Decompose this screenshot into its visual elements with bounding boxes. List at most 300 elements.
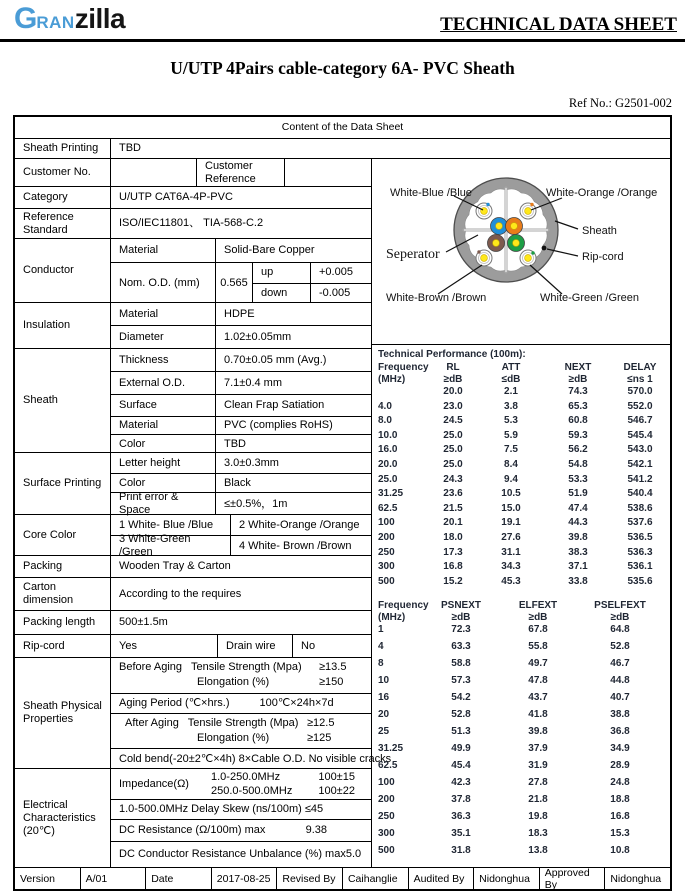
table-cell: 4 (378, 641, 384, 653)
table-cell: 27.8 (528, 777, 548, 789)
table-cell: 31.1 (501, 546, 521, 558)
table-cell: 10 (378, 675, 390, 687)
table-cell: 15.0 (501, 502, 521, 514)
table-cell: 16.8 (610, 811, 630, 823)
table-cell: 8.0 (378, 415, 392, 427)
table-cell: 200 (378, 794, 395, 806)
table-cell: Caihanglie (343, 868, 409, 889)
table-row (15, 868, 670, 889)
table-cell: 13.8 (528, 845, 548, 857)
row-tolerance-down (253, 284, 371, 304)
core-color-label: Core Color (15, 515, 111, 555)
row-customer (15, 159, 371, 187)
table-cell: 49.9 (451, 743, 471, 755)
table-cell: 543.0 (627, 444, 653, 456)
table-cell: 100 (378, 777, 395, 789)
table-cell: ATT (501, 362, 521, 373)
table-cell: 19.8 (528, 811, 548, 823)
rip-cord-dot (542, 246, 547, 251)
row-insulation-material (111, 303, 371, 326)
table-cell: 31.25 (378, 743, 404, 755)
printing-color-label: Color (111, 474, 216, 492)
table-row (378, 503, 670, 518)
table-cell: 74.3 (568, 386, 588, 397)
table-cell: 8.4 (504, 458, 518, 470)
row-delay-skew (111, 800, 371, 820)
table-cell: 16.8 (443, 561, 463, 573)
datasheet-table (13, 115, 672, 891)
table-cell: 53.3 (568, 473, 588, 485)
before-elongation-label: Elongation (%) (197, 676, 270, 688)
label-white-green: White-Green /Green (540, 292, 640, 304)
table-cell: Frequency (378, 362, 429, 373)
before-elongation-value: ≥150 (319, 676, 344, 688)
table-cell: 36.3 (451, 811, 471, 823)
table-cell: 300 (378, 828, 395, 840)
before-aging-value: ≥13.5 (319, 661, 347, 673)
carton-value: According to the requires (119, 587, 242, 600)
table-cell: 72.3 (451, 624, 471, 636)
conductor-material-value: Solid-Bare Copper (224, 244, 315, 256)
conductor-od-label: Nom. O.D. (mm) (111, 263, 216, 303)
row-sheath-thickness (111, 349, 371, 372)
technical-performance (372, 345, 670, 867)
table-cell: 20.1 (443, 517, 463, 529)
dc-resistance-value: 9.38 (305, 824, 327, 836)
table-row (378, 430, 670, 445)
table-cell: 536.1 (627, 561, 653, 573)
after-aging-label: After Aging Tensile Strength (Mpa) (125, 717, 299, 729)
table-cell: 570.0 (627, 386, 653, 397)
row-packing (15, 556, 371, 578)
table-cell: 38.8 (610, 709, 630, 721)
customer-reference-label: Customer Reference (197, 159, 285, 186)
logo-ran: RAN (36, 13, 75, 32)
table-row (378, 692, 670, 709)
table-cell: 20.0 (443, 386, 463, 397)
table-row (378, 561, 670, 576)
table-cell: ELFEXT (518, 600, 558, 612)
table-row (378, 624, 670, 641)
table-row (378, 726, 670, 743)
row-letter-height (111, 453, 371, 474)
table-cell: ≥dB (528, 612, 548, 624)
insulation-diameter-label: Diameter (111, 326, 216, 349)
wire-white-green (520, 250, 536, 266)
table-cell: Nidonghua (610, 872, 662, 885)
table-cell: 54.8 (568, 458, 588, 470)
table-cell: 25.0 (443, 444, 463, 456)
wire-white-blue (476, 203, 492, 219)
performance-table-2-rows (378, 624, 670, 862)
letter-height-label: Letter height (111, 453, 216, 473)
table-row (378, 612, 670, 624)
carton-label: Carton dimension (15, 578, 111, 610)
row-sheath-od (111, 372, 371, 395)
table-cell: 34.3 (501, 561, 521, 573)
table-cell: NEXT (564, 362, 592, 373)
performance-table-1-rows (378, 386, 670, 590)
table-cell: 51.3 (451, 726, 471, 738)
table-cell: 43.7 (528, 692, 548, 704)
logo-g: G (14, 2, 37, 35)
dc-unbalance-label: DC Conductor Resistance Unbalance (%) max (119, 848, 346, 860)
group-insulation (15, 303, 371, 349)
performance-table-1-header (378, 362, 670, 386)
table-cell: 535.6 (627, 575, 653, 587)
insulation-diameter-value: 1.02±0.05mm (224, 331, 292, 343)
table-cell: 250 (378, 546, 395, 558)
table-cell: 37.9 (528, 743, 548, 755)
table-cell: 24.8 (610, 777, 630, 789)
table-row (378, 777, 670, 794)
insulation-label: Insulation (15, 303, 111, 348)
print-error-value: ≤±0.5%，1m (224, 497, 288, 510)
group-sheath (15, 349, 371, 453)
table-cell: 18.3 (528, 828, 548, 840)
table-cell: ≤ns 1 (627, 374, 653, 385)
print-error-label: Print error & Space (111, 493, 216, 515)
row-insulation-diameter (111, 326, 371, 349)
reference-standard-label: Reference Standard (15, 209, 111, 238)
table-cell: 23.6 (443, 488, 463, 500)
table-cell: Date (146, 868, 212, 889)
table-cell: 20.0 (378, 458, 398, 470)
table-cell: 64.8 (610, 624, 630, 636)
group-core-color (15, 515, 371, 556)
document-type-title: TECHNICAL DATA SHEET (440, 14, 677, 35)
table-cell: ≥dB (443, 374, 463, 385)
table-cell: 3.8 (504, 400, 518, 412)
impedance-range-1: 1.0-250.0MHz (211, 771, 281, 783)
cold-bend-value: Cold bend(-20±2℃×4h) 8×Cable O.D. No visible cracks (119, 752, 392, 765)
table-cell: 100 (378, 517, 395, 529)
table-cell: 38.3 (568, 546, 588, 558)
table-cell: PSELFEXT (594, 600, 646, 612)
sheath-printing-label: Sheath Printing (15, 139, 111, 158)
row-conductor-od (111, 263, 371, 303)
row-carton (15, 578, 371, 611)
table-cell: 41.8 (528, 709, 548, 721)
table-cell: 31.9 (528, 760, 548, 772)
table-cell: 63.3 (451, 641, 471, 653)
table-cell: 47.8 (528, 675, 548, 687)
table-body (15, 159, 670, 867)
table-cell: 537.6 (627, 517, 653, 529)
ref-number: Ref No.: G2501-002 (568, 96, 672, 110)
physical-label: Sheath Physical Properties (15, 658, 111, 768)
table-cell: 540.4 (627, 488, 653, 500)
table-cell: 46.7 (610, 658, 630, 670)
table-cell: DELAY (623, 362, 657, 373)
row-dc-unbalance (111, 842, 371, 867)
cable-cross-section (372, 159, 670, 345)
page-header (0, 0, 685, 42)
table-cell: 15.2 (443, 575, 463, 587)
table-cell: 20 (378, 709, 390, 721)
table-cell: Audited By (409, 868, 475, 889)
table-cell: 65.3 (568, 400, 588, 412)
page-title: U/UTP 4Pairs cable-category 6A- PVC Sheath (170, 58, 515, 78)
table-cell: 47.4 (568, 502, 588, 514)
row-sheath-color (111, 435, 371, 453)
table-cell: 500 (378, 575, 395, 587)
table-cell: ≥dB (568, 374, 588, 385)
table-cell: 58.8 (451, 658, 471, 670)
table-cell: 16 (378, 692, 390, 704)
table-row (378, 743, 670, 760)
table-cell: 45.4 (451, 760, 471, 772)
table-row (378, 709, 670, 726)
tolerance-down-value: -0.005 (319, 286, 351, 299)
row-impedance (111, 769, 371, 800)
table-cell: 4.0 (378, 400, 392, 412)
aging-period-value: 100℃×24h×7d (259, 697, 334, 709)
customer-reference-value (285, 159, 371, 186)
table-cell: 2.1 (504, 386, 518, 397)
table-cell: 21.8 (528, 794, 548, 806)
performance-table-2-header (378, 600, 670, 624)
table-row (378, 641, 670, 658)
label-rip-cord: Rip-cord (582, 251, 624, 263)
table-cell: 25 (378, 726, 390, 738)
row-print-error (111, 493, 371, 515)
company-logo (0, 4, 125, 39)
performance-table-1 (378, 362, 670, 590)
table-row (378, 845, 670, 862)
label-white-orange: White-Orange /Orange (546, 187, 658, 199)
table-cell: 552.0 (627, 400, 653, 412)
table-cell: 62.5 (378, 760, 398, 772)
letter-height-value: 3.0±0.3mm (224, 456, 279, 469)
table-cell: 542.1 (627, 458, 653, 470)
sheath-od-label: External O.D. (111, 372, 216, 394)
table-row (378, 415, 670, 430)
wire-green (508, 235, 525, 252)
impedance-value-1: 100±15 (318, 771, 355, 783)
table-row (378, 675, 670, 692)
table-cell: 536.3 (627, 546, 653, 558)
table-cell: 18.0 (443, 531, 463, 543)
row-aging-period (111, 694, 371, 714)
table-row (378, 386, 670, 401)
core-color-2: 2 White-Orange /Orange (239, 518, 360, 531)
table-row (378, 547, 670, 562)
tolerance-up-label: up (253, 263, 311, 283)
table-cell: 25.0 (443, 458, 463, 470)
drain-wire-label: Drain wire (218, 635, 293, 657)
table-cell: 538.6 (627, 502, 653, 514)
conductor-od-value: 0.565 (216, 263, 253, 303)
table-cell: Approved By (540, 868, 606, 889)
table-cell: 51.9 (568, 488, 588, 500)
table-row (378, 401, 670, 416)
table-cell: PSNEXT (440, 600, 481, 612)
row-conductor-material (111, 239, 371, 263)
table-cell: 44.8 (610, 675, 630, 687)
drain-wire-value: No (301, 639, 316, 652)
row-sheath-material (111, 417, 371, 435)
impedance-label: Impedance(Ω) (119, 778, 189, 790)
row-reference-standard (15, 209, 371, 239)
sheath-color-label: Color (111, 435, 216, 453)
core-color-4: 4 White- Brown /Brown (239, 539, 352, 552)
rip-cord-label: Rip-cord (15, 635, 111, 657)
table-row (378, 362, 670, 374)
table-row (378, 532, 670, 547)
table-cell: 17.3 (443, 546, 463, 558)
row-dc-resistance (111, 820, 371, 842)
table-cell: RL (446, 362, 460, 373)
core-color-1: 1 White- Blue /Blue (111, 515, 231, 535)
table-row (378, 576, 670, 591)
insulation-material-value: HDPE (224, 307, 255, 320)
category-label: Category (15, 187, 111, 208)
table-cell: 37.1 (568, 561, 588, 573)
table-cell: 24.3 (443, 473, 463, 485)
table-cell: 45.3 (501, 575, 521, 587)
table-cell: 545.4 (627, 429, 653, 441)
table-cell: ≤dB (501, 374, 521, 385)
sheath-material-value: PVC (complies RoHS) (224, 419, 333, 431)
surface-printing-label: Surface Printing (15, 453, 111, 514)
table-cell: 19.1 (501, 517, 521, 529)
table-cell: ≥dB (610, 612, 630, 624)
row-category (15, 187, 371, 209)
performance-table-2 (378, 600, 670, 862)
table-cell: 5.3 (504, 415, 518, 427)
tolerance-up-value: +0.005 (319, 266, 353, 279)
table-cell: 44.3 (568, 517, 588, 529)
table-cell: A/01 (81, 868, 147, 889)
group-electrical (15, 769, 371, 867)
logo-zilla: zilla (74, 3, 126, 34)
aging-period-label: Aging Period (℃×hrs.) (119, 697, 230, 709)
table-cell: 7.5 (504, 444, 518, 456)
row-after-aging (111, 714, 371, 749)
packing-length-label: Packing length (15, 611, 111, 634)
table-cell: 18.8 (610, 794, 630, 806)
table-cell: Revised By (277, 868, 343, 889)
table-cell: 60.8 (568, 415, 588, 427)
table-cell: 35.1 (451, 828, 471, 840)
table-cell: 1 (378, 624, 384, 636)
table-row (378, 760, 670, 777)
reference-standard-value: ISO/IEC11801、 TIA-568-C.2 (119, 217, 264, 229)
table-cell: 2017-08-25 (212, 868, 278, 889)
table-cell: 21.5 (443, 502, 463, 514)
table-cell: 8 (378, 658, 384, 670)
table-cell: 24.5 (443, 415, 463, 427)
table-cell: 52.8 (451, 709, 471, 721)
table-cell: 57.3 (451, 675, 471, 687)
table-cell: 31.25 (378, 488, 404, 500)
sheath-surface-value: Clean Frap Satiation (224, 399, 325, 411)
table-cell: 200 (378, 531, 395, 543)
after-aging-value: ≥12.5 (307, 717, 335, 729)
after-elongation-value: ≥125 (307, 732, 332, 744)
packing-label: Packing (15, 556, 111, 577)
approval-footer (15, 867, 670, 889)
core-color-3: 3 White-Green /Green (111, 536, 231, 556)
printing-color-value: Black (224, 476, 251, 489)
table-cell: 59.3 (568, 429, 588, 441)
table-row (378, 459, 670, 474)
wire-blue (491, 218, 508, 235)
table-cell: 56.2 (568, 444, 588, 456)
table-row (378, 444, 670, 459)
table-row (378, 600, 670, 612)
customer-no-label: Customer No. (15, 159, 111, 186)
label-white-brown: White-Brown /Brown (386, 292, 487, 304)
table-cell: 37.8 (451, 794, 471, 806)
group-surface-printing (15, 453, 371, 515)
sheath-label: Sheath (15, 349, 111, 452)
sheath-printing-value: TBD (119, 142, 141, 154)
performance-title: Technical Performance (100m): (378, 349, 526, 360)
wire-brown (488, 235, 505, 252)
table-row (378, 811, 670, 828)
table-cell: 40.7 (610, 692, 630, 704)
table-cell: Nidonghua (474, 868, 540, 889)
packing-value: Wooden Tray & Carton (119, 560, 231, 572)
label-sheath: Sheath (582, 225, 617, 237)
table-cell: 62.5 (378, 502, 398, 514)
sheath-color-value: TBD (224, 437, 246, 450)
delay-skew-value: 1.0-500.0MHz Delay Skew (ns/100m) ≤45 (119, 803, 324, 815)
table-cell: 16.0 (378, 444, 398, 456)
group-conductor (15, 239, 371, 303)
table-cell: 67.8 (528, 624, 548, 636)
row-sheath-printing (15, 139, 670, 159)
insulation-material-label: Material (111, 303, 216, 325)
table-cell: 541.2 (627, 473, 653, 485)
table-cell: 28.9 (610, 760, 630, 772)
table-row (378, 488, 670, 503)
electrical-label: Electrical Characteristics (20℃) (15, 769, 111, 867)
wire-white-orange (520, 203, 536, 219)
dc-resistance-label: DC Resistance (Ω/100m) max (119, 824, 266, 836)
footer-row-container (15, 868, 670, 889)
table-cell: Version (15, 868, 81, 889)
row-before-aging (111, 658, 371, 694)
table-cell: 15.3 (610, 828, 630, 840)
table-cell: 10.0 (378, 429, 398, 441)
label-separator: Seperator (386, 247, 440, 262)
table-row (378, 517, 670, 532)
tolerance-down-label: down (253, 284, 311, 304)
table-cell: 10.5 (501, 488, 521, 500)
wire-white-brown (476, 250, 492, 266)
conductor-label: Conductor (15, 239, 111, 302)
table-cell: 300 (378, 561, 395, 573)
row-sheath-surface (111, 395, 371, 417)
sheath-surface-label: Surface (111, 395, 216, 416)
table-cell: 52.8 (610, 641, 630, 653)
wire-orange (506, 218, 523, 235)
table-cell: (MHz) (378, 612, 406, 624)
table-cell: ≥dB (451, 612, 471, 624)
table-row (378, 374, 670, 386)
impedance-range-2: 250.0-500.0MHz (211, 785, 293, 797)
rip-cord-value: Yes (111, 635, 218, 657)
table-cell: 25.0 (443, 429, 463, 441)
customer-no-value (111, 159, 197, 186)
table-cell: 10.8 (610, 845, 630, 857)
table-cell: 36.8 (610, 726, 630, 738)
sheath-thickness-value: 0.70±0.05 mm (Avg.) (224, 353, 327, 366)
sheath-material-label: Material (111, 417, 216, 434)
